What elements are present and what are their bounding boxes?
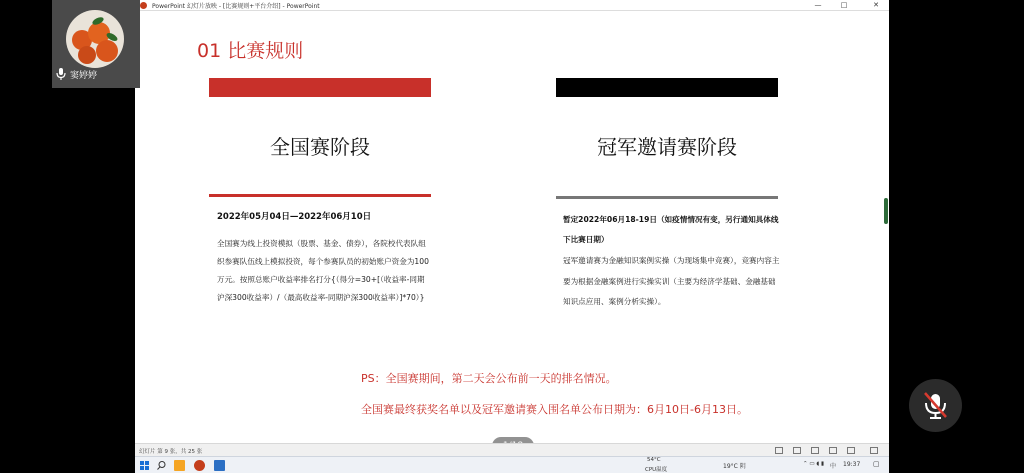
cpu-temperature-label: CPU温度 <box>645 467 668 473</box>
notification-icon[interactable]: ▢ <box>873 460 880 468</box>
participant-video-tile[interactable] <box>52 0 140 88</box>
window-title: PowerPoint 幻灯片放映 - [比赛规则+平台介绍] - PowerPoint <box>152 3 320 10</box>
right-notice: 暂定2022年06月18-19日（如疫情情况有变，另行通知具体线下比赛日期） <box>563 215 779 244</box>
slide-counter: 幻灯片 第 9 张，共 25 张 <box>139 449 203 455</box>
weather-readout[interactable]: 19°C 阴 <box>723 463 746 470</box>
reading-view-icon[interactable] <box>811 447 819 454</box>
right-divider <box>556 196 778 199</box>
minimize-button[interactable]: — <box>814 1 822 9</box>
cpu-temperature: 54°C <box>647 457 661 463</box>
right-header-bar <box>556 78 778 97</box>
powerpoint-status-bar <box>135 443 889 456</box>
taskbar-clock[interactable]: 19:37 <box>843 461 861 468</box>
mute-microphone-button[interactable] <box>909 379 962 432</box>
fit-slide-icon[interactable] <box>870 447 878 454</box>
windows-taskbar <box>135 456 889 473</box>
slide <box>135 11 889 443</box>
restore-button[interactable]: □ <box>840 1 848 9</box>
microphone-icon <box>56 68 66 80</box>
left-divider <box>209 194 431 197</box>
ime-indicator[interactable]: 中 <box>830 463 837 470</box>
powerpoint-icon <box>140 2 147 9</box>
microphone-off-icon <box>909 379 962 432</box>
powerpoint-taskbar-icon[interactable] <box>194 460 205 471</box>
slide-sorter-icon[interactable] <box>793 447 801 454</box>
slideshow-view-icon[interactable] <box>829 447 837 454</box>
zoom-icon[interactable] <box>847 447 855 454</box>
left-stage-title: 全国赛阶段 <box>270 135 370 159</box>
slide-heading: 01 比赛规则 <box>197 40 304 62</box>
right-body-text: 冠军邀请赛为金融知识案例实操（为现场集中竞赛），竞赛内容主要为根据金融案例进行实操实训（主要为经济学基础、金融基础知识点应用、案例分析实操）。 <box>563 256 780 306</box>
normal-view-icon[interactable] <box>775 447 783 454</box>
windows-start-icon[interactable] <box>139 460 150 471</box>
participant-label <box>56 66 97 82</box>
taskbar-app-icon[interactable] <box>174 460 185 471</box>
search-icon[interactable] <box>156 460 167 471</box>
close-button[interactable]: ✕ <box>873 1 879 9</box>
scrollbar-thumb[interactable] <box>884 198 888 224</box>
system-tray-icons[interactable]: ⌃ ▭ ◖ ▮ <box>803 461 824 467</box>
window-titlebar <box>135 0 889 11</box>
meeting-taskbar-icon[interactable] <box>214 460 225 471</box>
right-stage-title: 冠军邀请赛阶段 <box>597 135 737 159</box>
announcement-note: 全国赛最终获奖名单以及冠军邀请赛入围名单公布日期为：6月10日-6月13日。 <box>361 403 748 416</box>
participant-name: 窦婷婷 <box>70 70 98 81</box>
left-header-bar <box>209 78 431 97</box>
left-date: 2022年05月04日—2022年06月10日 <box>217 212 372 222</box>
powerpoint-window <box>135 0 889 473</box>
left-body-text: 全国赛为线上投资模拟（股票、基金、债券），各院校代表队组织参赛队伍线上模拟投资，每个参赛队员的初始账户资金为100万元。按照总账户收益率排名打分{（得分=30+[（收益率-同期沪深300收益率）/（最高收益率-同期沪深300收益率）]*70）} <box>217 239 429 302</box>
participant-avatar <box>66 10 124 68</box>
ps-note: PS：全国赛期间，第二天会公布前一天的排名情况。 <box>361 372 617 385</box>
